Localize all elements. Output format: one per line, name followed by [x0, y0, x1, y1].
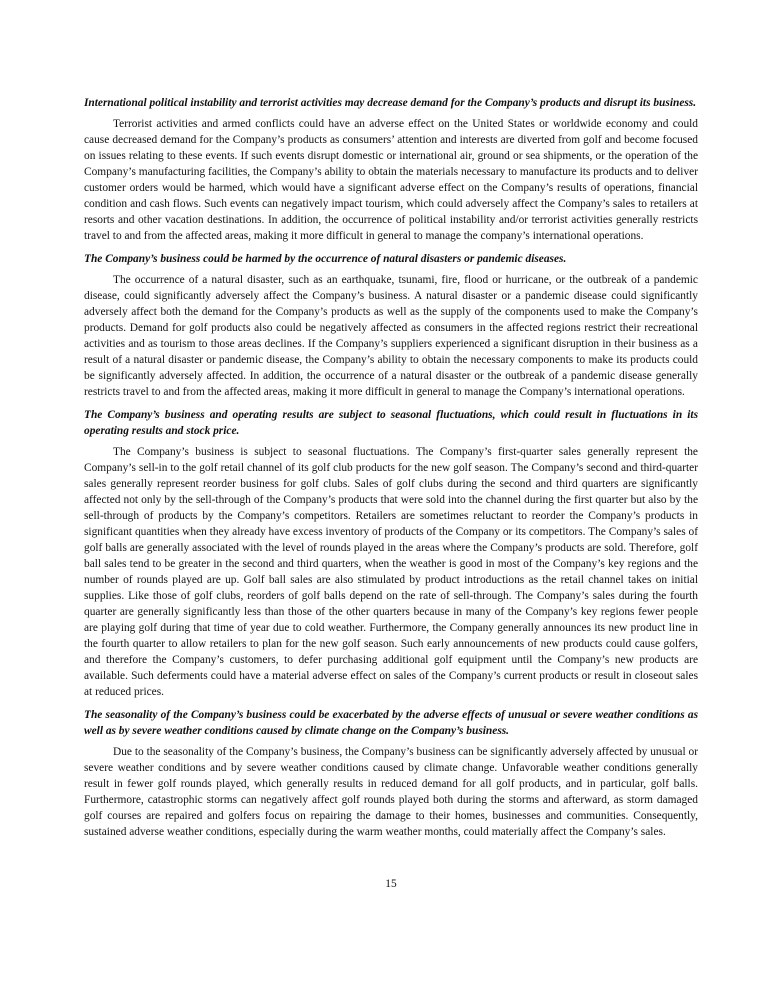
section-heading-natural-disasters: The Company’s business could be harmed by the occurrence of natural disasters or pandemic diseases.	[84, 253, 567, 265]
section-body-natural-disasters: The occurrence of a natural disaster, such as an earthquake, tsunami, fire, flood or hurricane, or the outbreak of a pandemic disease, could significantly adversely affect the Company’s business. A natural disaster or a pandemic disease could significantly adversely affect both the demand for the Company’s products as well as the supply of the components used to make the Company’s products. Demand for golf products also could be negatively affected as consumers in the affected regions restrict their recreational activities and as tourism to those areas declines. If the Company’s suppliers experienced a significant disruption in their business as a result of a natural disaster or pandemic disease, the Company’s ability to obtain the necessary components to make its products could be significantly adversely affected. In addition, the occurrence of a natural disaster or the outbreak of a pandemic disease generally restricts travel to and from the affected areas, making it more difficult in general to manage the Company’s international operations.	[84, 274, 698, 398]
section-body-political-instability: Terrorist activities and armed conflicts could have an adverse effect on the United States or worldwide economy and could cause decreased demand for the Company’s products as consumers’ attention and interests are diverted from golf and become focused on issues relating to these events. If such events disrupt domestic or international air, ground or sea shipments, or the operation of the Company’s manufacturing facilities, the Company’s ability to obtain the materials necessary to manufacture its products and to deliver customer orders would be harmed, which would have a significant adverse effect on the Company’s results of operations, financial condition and cash flows. Such events can negatively impact tourism, which could adversely affect the Company’s sales to retailers at resorts and other vacation destinations. In addition, the occurrence of political instability and/or terrorist activities generally restricts travel to and from the affected areas, making it more difficult in general to manage the company’s international operations.	[84, 118, 698, 242]
section-body-seasonal-fluctuations: The Company’s business is subject to seasonal fluctuations. The Company’s first-quarter sales generally represent the Company’s sell-in to the golf retail channel of its golf club products for the new golf season. The Company’s second and third-quarter sales generally represent reorder business for golf clubs. Sales of golf clubs during the second and third quarters are significantly affected not only by the sell-through of the Company’s products that were sold into the channel during the first quarter but also by the sell-through of products by the Company’s competitors. Retailers are sometimes reluctant to reorder the Company’s products in significant quantities when they already have excess inventory of products of the Company or its competitors. The Company’s sales of golf balls are generally associated with the level of rounds played in the areas where the Company’s products are sold. Therefore, golf ball sales tend to be greater in the second and third quarters, when the weather is good in most of the Company’s key regions and the number of rounds played are up. Golf ball sales are also stimulated by product introductions as the retail channel takes on initial supplies. Like those of golf clubs, reorders of golf balls depend on the rate of sell-through. The Company’s sales during the fourth quarter are generally significantly less than those of the other quarters because in many of the Company’s key regions fewer people are playing golf during that time of year due to cold weather. Furthermore, the Company generally announces its new product line in the fourth quarter to allow retailers to plan for the new golf season. Such early announcements of new products could cause golfers, and therefore the Company’s customers, to defer purchasing additional golf equipment until the Company’s new products are available. Such deferments could have a material adverse effect on sales of the Company’s current products or result in closeout sales at reduced prices.	[84, 446, 698, 698]
section-body-weather: Due to the seasonality of the Company’s business, the Company’s business can be significantly adversely affected by unusual or severe weather conditions and by severe weather conditions caused by climate change. Unfavorable weather conditions generally result in fewer golf rounds played, which generally results in reduced demand for all golf products, and in particular, golf balls. Furthermore, catastrophic storms can negatively affect golf rounds played both during the storms and afterward, as storm damaged golf courses are repaired and golfers focus on repairing the damage to their homes, businesses and communities. Consequently, sustained adverse weather conditions, especially during the warm weather months, could materially affect the Company’s sales.	[84, 746, 698, 838]
section-heading-weather: The seasonality of the Company’s business could be exacerbated by the adverse effects of unusual or severe weather conditions as well as by severe weather conditions caused by climate change on the Company’s business.	[84, 709, 698, 737]
section-heading-seasonal-fluctuations: The Company’s business and operating results are subject to seasonal fluctuations, which could result in fluctuations in its operating results and stock price.	[84, 409, 698, 437]
section-heading-political-instability: International political instability and terrorist activities may decrease demand for the Company’s products and disrupt its business.	[84, 97, 697, 109]
page-number: 15	[385, 878, 397, 890]
document-page	[84, 0, 698, 922]
